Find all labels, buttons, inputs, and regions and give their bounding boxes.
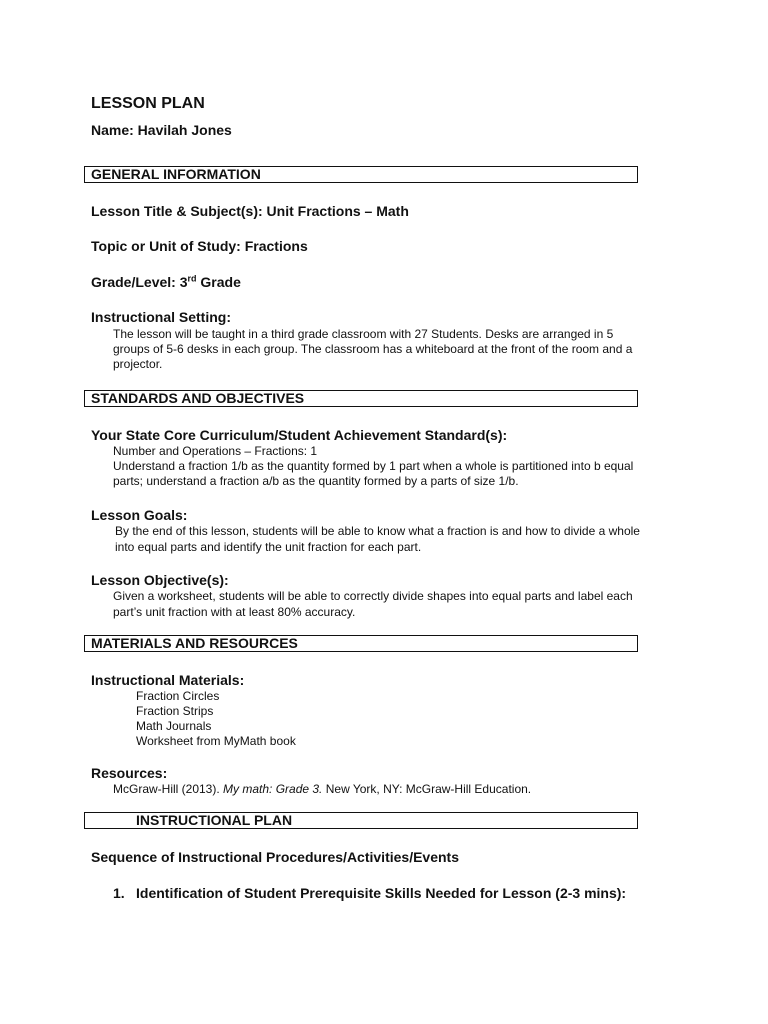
lesson-objectives-heading: Lesson Objective(s): [91,572,229,588]
setting-line-3: projector. [113,357,163,371]
topic-line: Topic or Unit of Study: Fractions [91,238,308,254]
instructional-setting-heading: Instructional Setting: [91,309,231,325]
document-title: LESSON PLAN [91,95,205,112]
setting-line-1: The lesson will be taught in a third grade classroom with 27 Students. Desks are arranged in 5 [113,327,614,341]
setting-line-2: groups of 5-6 desks in each group. The classroom has a whiteboard at the front of the room and a [113,342,633,356]
grade-suffix: Grade [196,274,241,290]
citation-author: McGraw-Hill (2013). [113,782,224,796]
section-header-general: GENERAL INFORMATION [84,166,638,183]
standards-line-1: Number and Operations – Fractions: 1 [113,444,318,458]
step-1-number: 1. [113,885,125,901]
goals-line-1: By the end of this lesson, students will be able to know what a fraction is and how to divide a whole [115,524,640,538]
instructional-materials-heading: Instructional Materials: [91,672,245,688]
section-header-instructional: INSTRUCTIONAL PLAN [84,812,638,829]
step-1-text: Identification of Student Prerequisite Skills Needed for Lesson (2-3 mins): [136,885,627,901]
lesson-title-line: Lesson Title & Subject(s): Unit Fractions – Math [91,203,409,219]
grade-line [91,274,241,290]
section-header-materials: MATERIALS AND RESOURCES [84,635,638,652]
material-item: Worksheet from MyMath book [136,734,296,748]
goals-line-2: into equal parts and identify the unit fraction for each part. [115,540,422,554]
resource-citation [113,782,531,797]
grade-superscript: rd [187,273,197,284]
citation-title: My math: Grade 3. [223,782,323,796]
standards-line-3: parts; understand a fraction a/b as the quantity formed by a parts of size 1/b. [113,474,519,488]
section-header-standards: STANDARDS AND OBJECTIVES [84,390,638,407]
author-name: Name: Havilah Jones [91,122,232,138]
material-item: Fraction Strips [136,704,214,718]
sequence-heading: Sequence of Instructional Procedures/Activities/Events [91,849,459,865]
objectives-line-1: Given a worksheet, students will be able to correctly divide shapes into equal parts and label each [113,589,633,603]
citation-publisher: New York, NY: McGraw-Hill Education. [322,782,532,796]
lesson-goals-heading: Lesson Goals: [91,507,188,523]
material-item: Math Journals [136,719,212,733]
grade-prefix: Grade/Level: 3 [91,274,188,290]
standards-line-2: Understand a fraction 1/b as the quantity formed by 1 part when a whole is partitioned into b equal [113,459,634,473]
resources-heading: Resources: [91,765,168,781]
material-item: Fraction Circles [136,689,220,703]
standards-heading: Your State Core Curriculum/Student Achievement Standard(s): [91,427,508,443]
objectives-line-2: part’s unit fraction with at least 80% accuracy. [113,605,356,619]
